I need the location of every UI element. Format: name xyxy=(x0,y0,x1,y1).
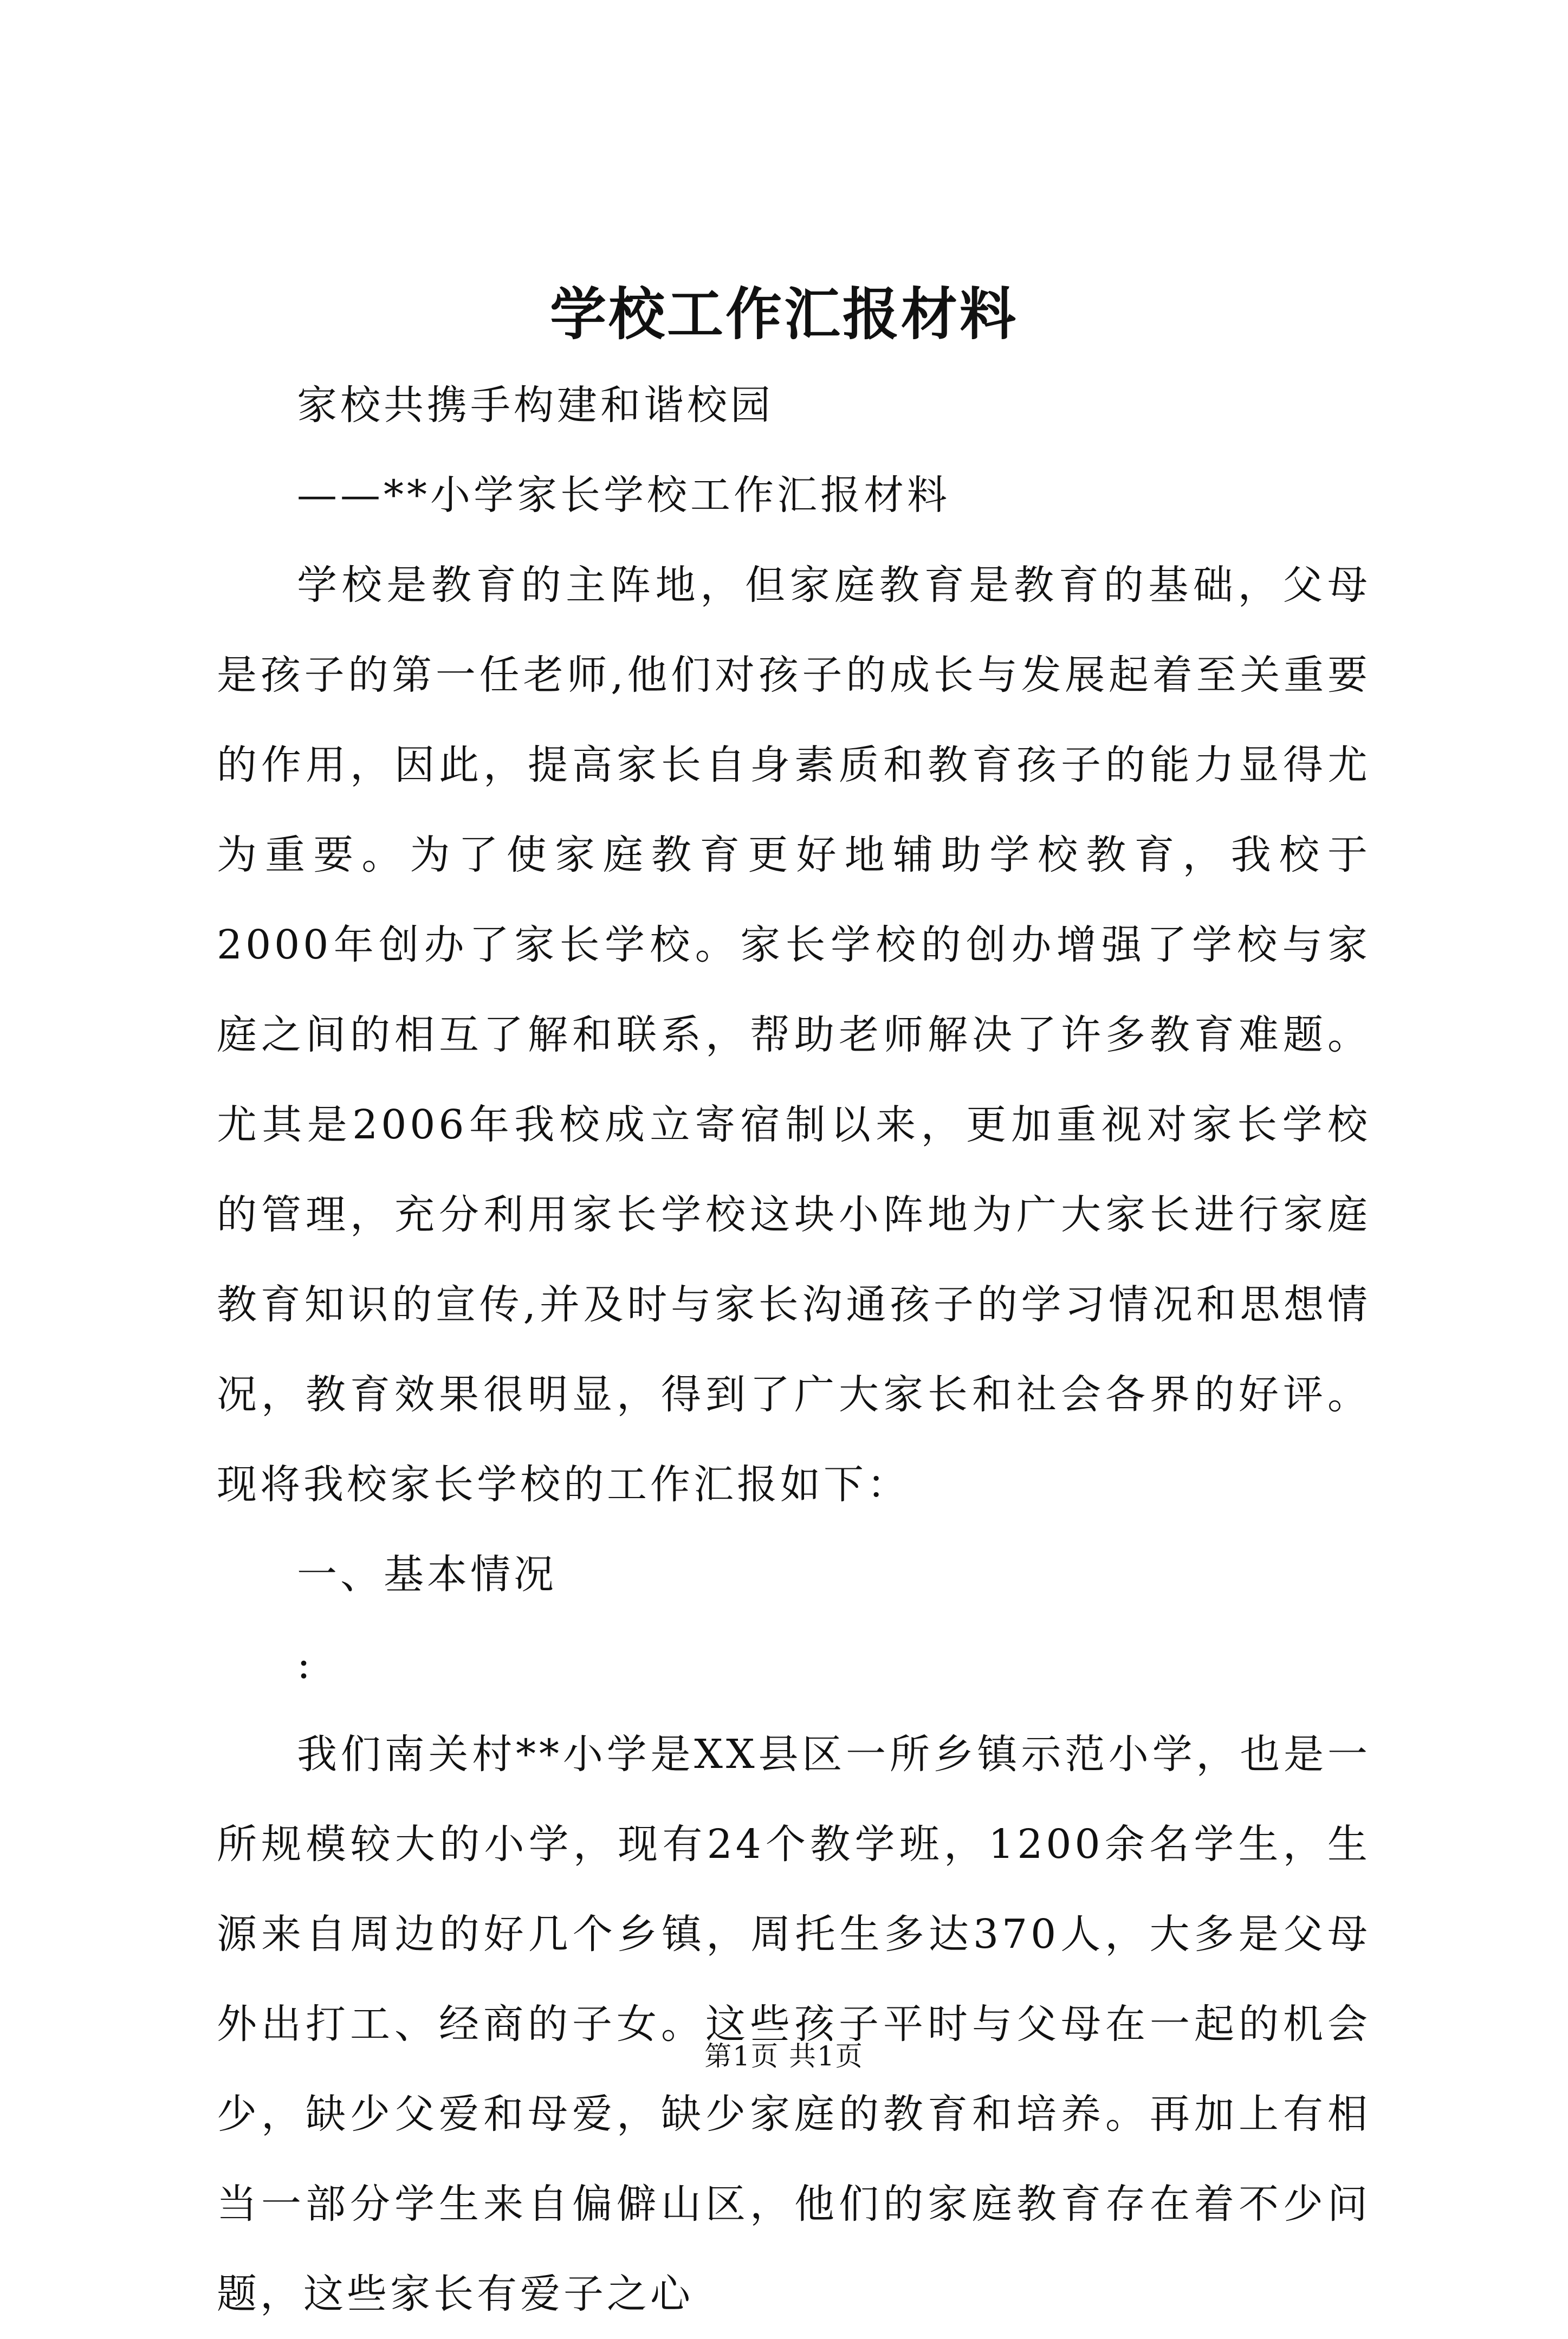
page-footer: 第1页 共1页 xyxy=(704,2040,864,2072)
subtitle-source-paragraph: ——**小学家长学校工作汇报材料 xyxy=(297,472,950,519)
intro-paragraph: 学校是教育的主阵地，但家庭教育是教育的基础，父母是孩子的第一任老师,他们对孩子的成长与发展起着至关重要的作用，因此，提高家长自身素质和教育孩子的能力显得尤为重要。为了使家庭教育更好地辅助学校教育，我校于2000年创办了家长学校。家长学校的创办增强了学校与家庭之间的相互了解和联系，帮助老师解决了许多教育难题。尤其是2006年我校成立寄宿制以来，更加重视对家长学校的管理，充分利用家长学校这块小阵地为广大家长进行家庭教育知识的宣传,并及时与家长沟通孩子的学习情况和思想情况，教育效果很明显，得到了广大家长和社会各界的好评。现将我校家长学校的工作汇报如下： xyxy=(217,562,1371,1508)
document-title: 学校工作汇报材料 xyxy=(549,281,1018,347)
section-heading: 一、基本情况 xyxy=(297,1551,557,1598)
subtitle-paragraph: 家校共携手构建和谐校园 xyxy=(297,382,774,429)
basic-info-paragraph: 我们南关村**小学是XX县区一所乡镇示范小学，也是一所规模较大的小学，现有24个教学班，1200余名学生，生源来自周边的好几个乡镇，周托生多达370人，大多是父母外出打工、经商的子女。这些孩子平时与父母在一起的机会少，缺少父爱和母爱，缺少家庭的教育和培养。再加上有相当一部分学生来自偏僻山区，他们的家庭教育存在着不少问题，这些家长有爱子之心 xyxy=(217,1731,1371,2317)
colon-line: : xyxy=(297,1641,314,1688)
